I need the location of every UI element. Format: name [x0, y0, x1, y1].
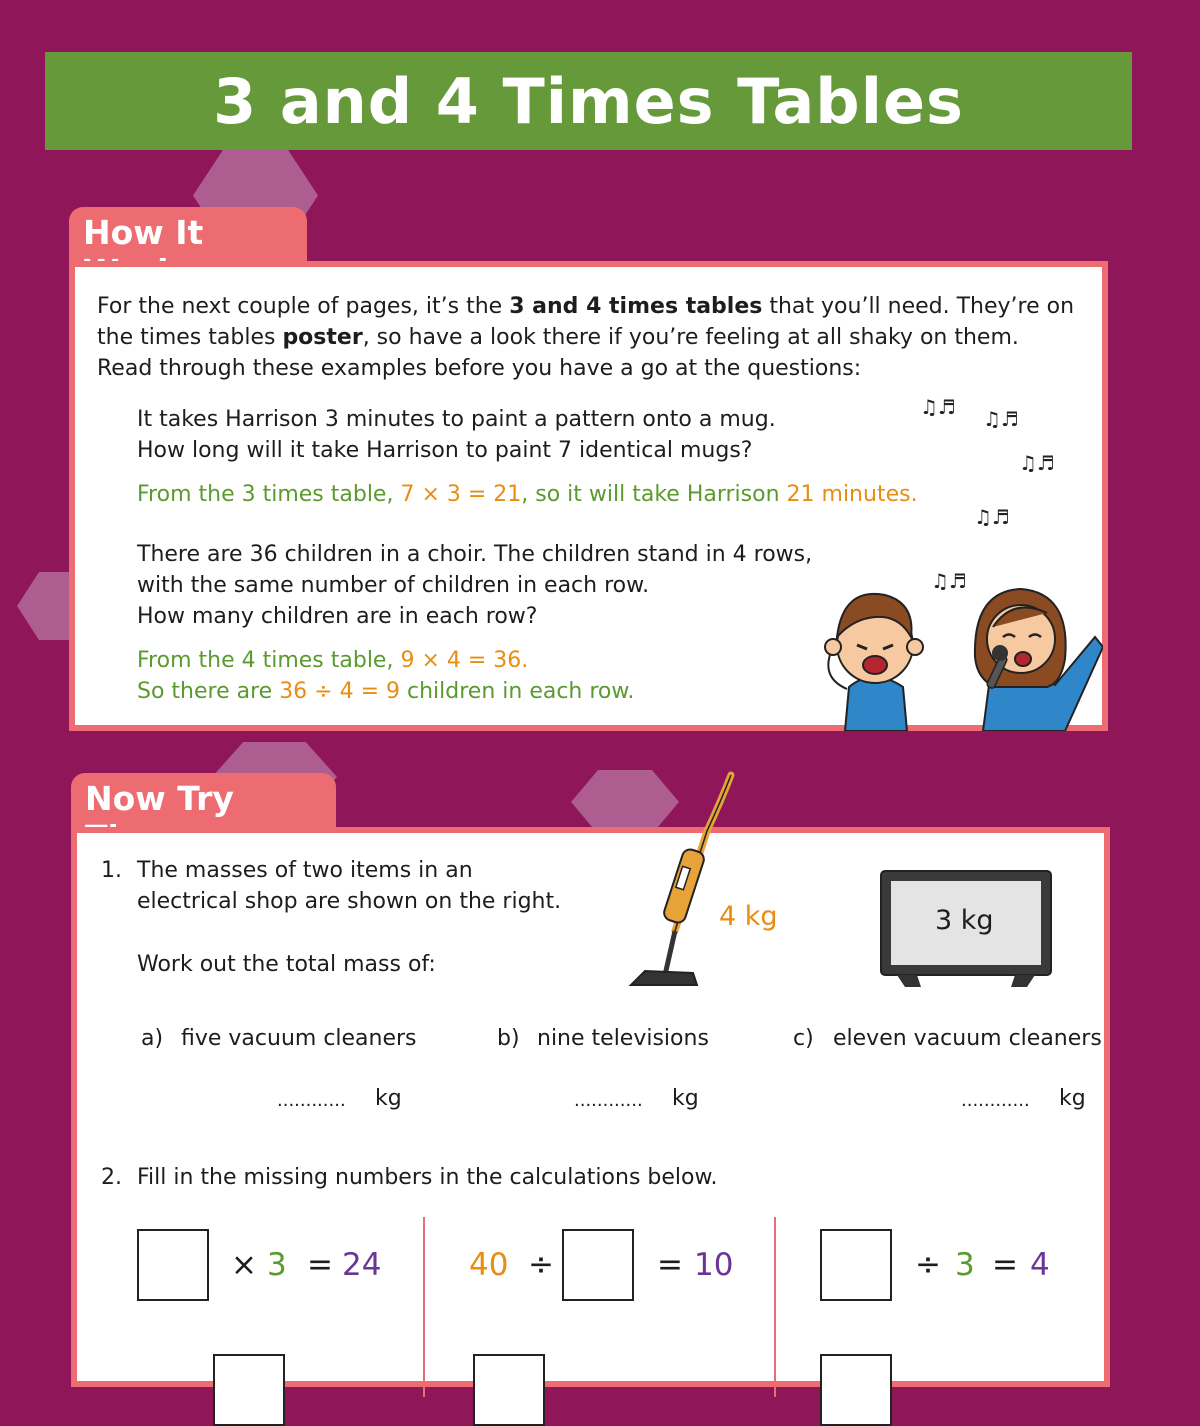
how-it-works-tab: How It: [69, 207, 307, 267]
calc-1-missing-box[interactable]: [137, 1229, 209, 1301]
question-2-text: Fill in the missing numbers in the calculations below.: [137, 1165, 718, 1190]
calc-2-operator: ÷: [528, 1247, 554, 1283]
calc-3-missing-box[interactable]: [820, 1229, 892, 1301]
now-try-these-tab: Now Try: [71, 773, 336, 833]
part-b-label: b): [497, 1026, 520, 1051]
now-try-these-panel: [71, 827, 1110, 1387]
example-1-question-2: How long will it take Harrison to paint 7 identical mugs?: [137, 438, 753, 463]
calc-3-operand: 3: [955, 1247, 975, 1283]
tv-mass-label: 3 kg: [935, 905, 994, 936]
music-notes-icon: ♫♬: [920, 395, 956, 419]
calc-1-equals: =: [307, 1247, 333, 1283]
question-1-line-2: electrical shop are shown on the right.: [137, 889, 562, 914]
part-c-label: c): [793, 1026, 814, 1051]
column-divider: [423, 1217, 425, 1397]
music-notes-icon: ♫♬: [931, 569, 967, 593]
calc-1-result: 24: [342, 1247, 382, 1283]
question-1-line-3: Work out the total mass of:: [137, 952, 436, 977]
calc-3-operator: ÷: [915, 1247, 941, 1283]
example-2-answer-1: From the 4 times table, 9 × 4 = 36.: [137, 648, 529, 673]
calc-2-operand: 40: [469, 1247, 509, 1283]
vacuum-mass-label: 4 kg: [719, 901, 778, 932]
part-c-unit: kg: [1059, 1086, 1086, 1111]
part-c-text: eleven vacuum cleaners: [833, 1026, 1102, 1051]
part-b-unit: kg: [672, 1086, 699, 1111]
how-it-works-panel: [69, 261, 1108, 731]
calc-1-operator: ×: [231, 1247, 257, 1283]
calc-3-second-box[interactable]: [820, 1354, 892, 1426]
part-a-unit: kg: [375, 1086, 402, 1111]
example-2-answer-2: So there are 36 ÷ 4 = 9 children in each row.: [137, 679, 635, 704]
title-banner: [45, 52, 1132, 150]
intro-line-3: Read through these examples before you have a go at the questions:: [97, 356, 862, 381]
calc-2-result: 10: [694, 1247, 734, 1283]
singing-children-illustration: [803, 567, 1103, 731]
calc-3-equals: =: [992, 1247, 1018, 1283]
music-notes-icon: ♫♬: [983, 407, 1019, 431]
part-a-label: a): [141, 1026, 164, 1051]
part-b-text: nine televisions: [537, 1026, 709, 1051]
calc-2-equals: =: [657, 1247, 683, 1283]
calc-1-operand: 3: [267, 1247, 287, 1283]
calc-1-second-box[interactable]: [213, 1354, 285, 1426]
vacuum-cleaner-image: [625, 771, 745, 993]
question-1-line-1: The masses of two items in an: [137, 858, 473, 883]
intro-line-1: For the next couple of pages, it’s the 3 and 4 times tables that you’ll need. They’re on: [97, 294, 1075, 319]
example-2-question-3: How many children are in each row?: [137, 604, 538, 629]
part-a-text: five vacuum cleaners: [181, 1026, 417, 1051]
question-2-number: 2.: [101, 1165, 122, 1190]
part-c-answer-blank[interactable]: ............: [961, 1090, 1030, 1111]
column-divider: [774, 1217, 776, 1397]
intro-line-2: the times tables poster, so have a look there if you’re feeling at all shaky on them.: [97, 325, 1019, 350]
page-title: 3 and 4 Times Tables: [213, 64, 964, 138]
example-2-question-2: with the same number of children in each row.: [137, 573, 650, 598]
example-1-question-1: It takes Harrison 3 minutes to paint a pattern onto a mug.: [137, 407, 776, 432]
calc-2-missing-box[interactable]: [562, 1229, 634, 1301]
question-1-number: 1.: [101, 858, 122, 883]
music-notes-icon: ♫♬: [974, 505, 1010, 529]
music-notes-icon: ♫♬: [1019, 451, 1055, 475]
part-a-answer-blank[interactable]: ............: [277, 1090, 346, 1111]
calc-2-second-box[interactable]: [473, 1354, 545, 1426]
example-2-question-1: There are 36 children in a choir. The children stand in 4 rows,: [137, 542, 813, 567]
calc-3-result: 4: [1030, 1247, 1050, 1283]
example-1-answer: From the 3 times table, 7 × 3 = 21, so it will take Harrison 21 minutes.: [137, 482, 918, 507]
part-b-answer-blank[interactable]: ............: [574, 1090, 643, 1111]
